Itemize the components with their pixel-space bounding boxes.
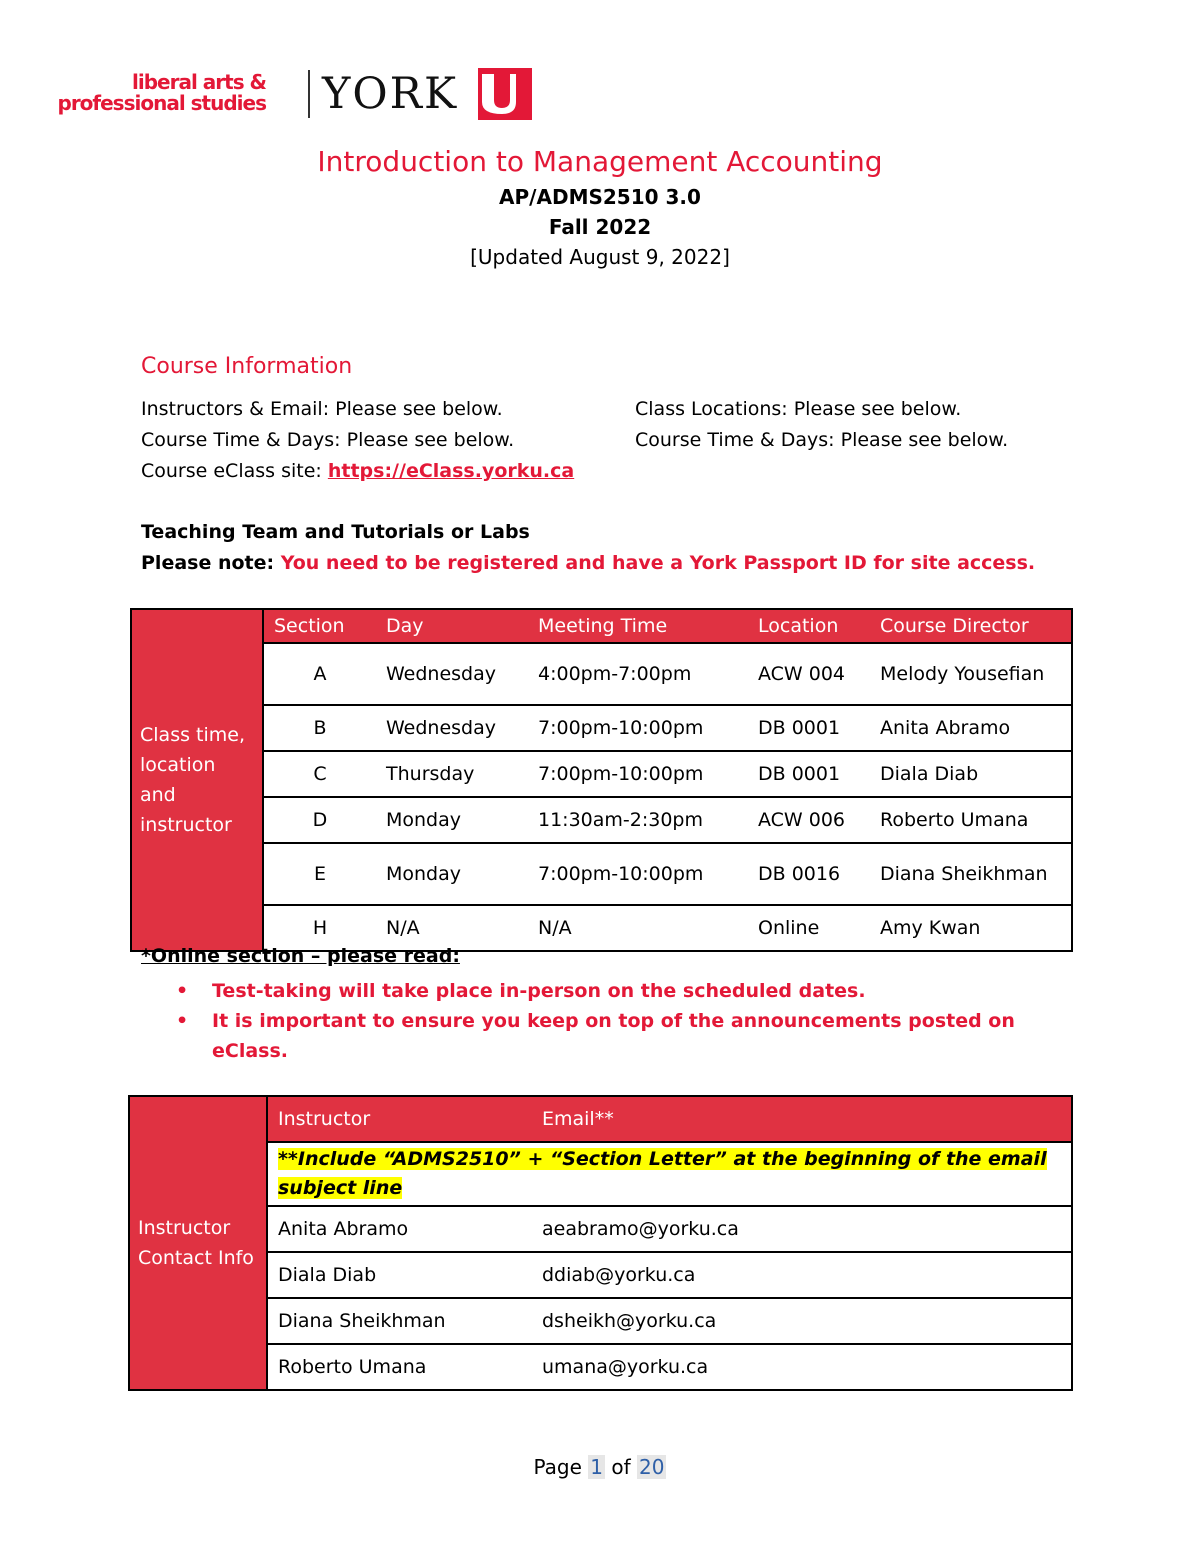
section-cell: D bbox=[263, 797, 376, 843]
eclass-link[interactable]: https://eClass.yorku.ca bbox=[327, 460, 575, 482]
teaching-team-heading: Teaching Team and Tutorials or Labs bbox=[141, 521, 530, 543]
table-row bbox=[129, 1298, 1072, 1344]
location-cell: Online bbox=[748, 905, 870, 951]
instructor-cell: Roberto Umana bbox=[267, 1344, 532, 1390]
note-label: Please note: bbox=[141, 552, 281, 574]
location-cell: DB 0001 bbox=[748, 705, 870, 751]
bullet-icon: • bbox=[176, 980, 189, 1002]
bullet-text: Test-taking will take place in-person on the scheduled dates. bbox=[212, 980, 866, 1002]
bullet-text: It is important to ensure you keep on top of the announcements posted on eClass. bbox=[212, 1010, 1015, 1062]
schedule-header-day: Day bbox=[376, 609, 528, 643]
director-cell: Anita Abramo bbox=[870, 705, 1072, 751]
updated-date: [Updated August 9, 2022] bbox=[470, 245, 730, 269]
page-word: Page bbox=[533, 1455, 582, 1479]
table-row bbox=[131, 705, 1072, 751]
table-row bbox=[131, 751, 1072, 797]
contact-header-row bbox=[129, 1096, 1072, 1142]
list-item bbox=[172, 976, 1052, 1006]
list-item bbox=[172, 1006, 1052, 1066]
location-cell: ACW 004 bbox=[748, 643, 870, 705]
section-cell: E bbox=[263, 843, 376, 905]
section-cell: A bbox=[263, 643, 376, 705]
course-title: Introduction to Management Accounting bbox=[317, 145, 883, 178]
email-cell[interactable]: umana@yorku.ca bbox=[532, 1344, 1072, 1390]
instructor-cell: Diana Sheikhman bbox=[267, 1298, 532, 1344]
faculty-wordmark bbox=[58, 72, 267, 114]
section-cell: B bbox=[263, 705, 376, 751]
section-cell: H bbox=[263, 905, 376, 951]
email-cell[interactable]: aeabramo@yorku.ca bbox=[532, 1206, 1072, 1252]
site-access-note bbox=[141, 552, 1035, 574]
york-u-icon bbox=[464, 68, 532, 120]
contact-header-email: Email** bbox=[532, 1096, 1072, 1142]
faculty-wordmark-line1: liberal arts & bbox=[132, 70, 266, 94]
location-cell: ACW 006 bbox=[748, 797, 870, 843]
location-cell: DB 0016 bbox=[748, 843, 870, 905]
time-cell: 7:00pm-10:00pm bbox=[528, 751, 748, 797]
highlight-note-cell bbox=[267, 1142, 1072, 1206]
page-footer bbox=[0, 1455, 1200, 1479]
contact-header-instructor: Instructor bbox=[267, 1096, 532, 1142]
day-cell: N/A bbox=[376, 905, 528, 951]
time-cell: 11:30am-2:30pm bbox=[528, 797, 748, 843]
email-cell[interactable]: dsheikh@yorku.ca bbox=[532, 1298, 1072, 1344]
director-cell: Melody Yousefian bbox=[870, 643, 1072, 705]
day-cell: Wednesday bbox=[376, 643, 528, 705]
table-row bbox=[129, 1252, 1072, 1298]
online-section-bullets bbox=[172, 976, 1052, 1066]
time-cell: N/A bbox=[528, 905, 748, 951]
table-row bbox=[129, 1206, 1072, 1252]
table-row bbox=[131, 643, 1072, 705]
schedule-header-row bbox=[131, 609, 1072, 643]
york-wordmark: YORK bbox=[322, 69, 459, 119]
email-cell[interactable]: ddiab@yorku.ca bbox=[532, 1252, 1072, 1298]
day-cell: Monday bbox=[376, 843, 528, 905]
bullet-icon: • bbox=[176, 1010, 189, 1032]
course-information-heading: Course Information bbox=[141, 354, 353, 379]
class-schedule-table bbox=[130, 608, 1073, 952]
time-cell: 7:00pm-10:00pm bbox=[528, 843, 748, 905]
schedule-header-location: Location bbox=[748, 609, 870, 643]
schedule-header-time: Meeting Time bbox=[528, 609, 748, 643]
schedule-header-director: Course Director bbox=[870, 609, 1072, 643]
time-cell: 4:00pm-7:00pm bbox=[528, 643, 748, 705]
table-row bbox=[131, 797, 1072, 843]
eclass-label: Course eClass site: bbox=[141, 460, 328, 482]
course-code: AP/ADMS2510 3.0 bbox=[499, 185, 701, 209]
location-cell: DB 0001 bbox=[748, 751, 870, 797]
course-time-info-left: Course Time & Days: Please see below. bbox=[141, 429, 515, 451]
instructors-info: Instructors & Email: Please see below. bbox=[141, 398, 503, 420]
faculty-wordmark-line2: professional studies bbox=[57, 91, 266, 115]
director-cell: Roberto Umana bbox=[870, 797, 1072, 843]
york-lap-logo bbox=[40, 68, 500, 120]
day-cell: Monday bbox=[376, 797, 528, 843]
time-cell: 7:00pm-10:00pm bbox=[528, 705, 748, 751]
contact-side-label: Instructor Contact Info bbox=[129, 1096, 267, 1390]
eclass-info bbox=[141, 460, 574, 482]
course-term: Fall 2022 bbox=[548, 215, 652, 239]
total-pages-number: 20 bbox=[639, 1455, 665, 1479]
instructor-cell: Diala Diab bbox=[267, 1252, 532, 1298]
of-word: of bbox=[611, 1455, 631, 1479]
highlight-note-row bbox=[129, 1142, 1072, 1206]
director-cell: Diana Sheikhman bbox=[870, 843, 1072, 905]
director-cell: Amy Kwan bbox=[870, 905, 1072, 951]
instructor-contact-table bbox=[128, 1095, 1073, 1391]
online-section-heading: *Online section – please read: bbox=[141, 945, 460, 967]
course-time-info-right: Course Time & Days: Please see below. bbox=[635, 429, 1009, 451]
schedule-side-label: Class time, location and instructor bbox=[131, 609, 263, 951]
section-cell: C bbox=[263, 751, 376, 797]
day-cell: Wednesday bbox=[376, 705, 528, 751]
table-row bbox=[129, 1344, 1072, 1390]
instructor-cell: Anita Abramo bbox=[267, 1206, 532, 1252]
day-cell: Thursday bbox=[376, 751, 528, 797]
email-subject-note: **Include “ADMS2510” + “Section Letter” at the beginning of the email subject line bbox=[278, 1148, 1047, 1199]
class-locations-info: Class Locations: Please see below. bbox=[635, 398, 962, 420]
current-page-number: 1 bbox=[590, 1455, 604, 1479]
note-text: You need to be registered and have a York Passport ID for site access. bbox=[280, 552, 1036, 574]
logo-divider bbox=[308, 70, 310, 118]
schedule-header-section: Section bbox=[263, 609, 376, 643]
table-row bbox=[131, 843, 1072, 905]
director-cell: Diala Diab bbox=[870, 751, 1072, 797]
